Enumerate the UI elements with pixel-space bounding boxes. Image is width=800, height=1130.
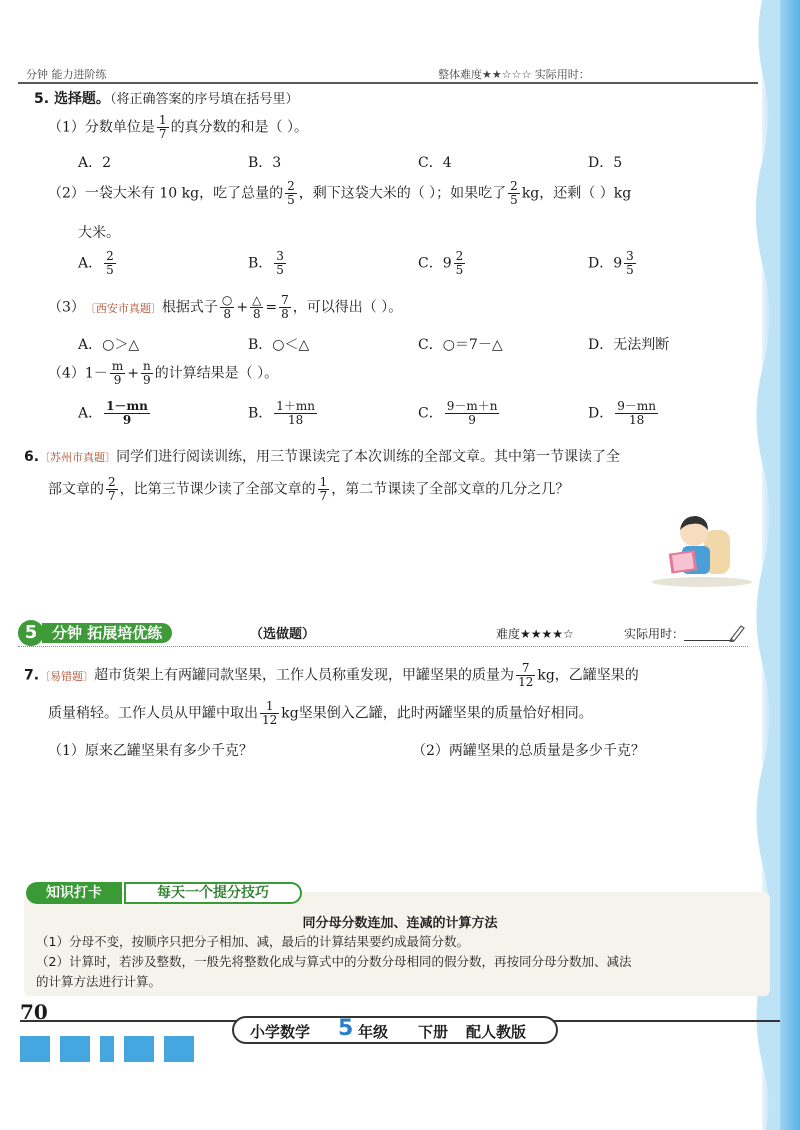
fraction (624, 250, 636, 277)
frac-num: 1 (158, 113, 167, 127)
frac-den: 5 (455, 263, 464, 278)
frac-num: 1＋mn (276, 399, 316, 413)
q5-1-stem-b: 的真分数的和是（ ）。 (170, 119, 309, 136)
q5-3-option-a[interactable]: A．○＞△ (78, 337, 140, 353)
fraction (250, 294, 263, 321)
frac-den: 7 (319, 489, 328, 504)
frac-num: 3 (626, 249, 634, 263)
frac-num: 9－m＋n (446, 399, 498, 413)
option-letter: C．9 (418, 255, 452, 272)
equals-sign: = (265, 299, 278, 316)
frac-den: 9 (143, 373, 151, 388)
frac-den: 5 (106, 263, 114, 278)
footer-subject: 小学数学 (250, 1023, 311, 1041)
fraction (274, 250, 286, 277)
q5-1-stem-a: （1）分数单位是 (48, 119, 155, 136)
option-letter: B． (248, 405, 273, 422)
option-letter: D． (588, 405, 614, 422)
q5-2-option-d[interactable] (588, 250, 638, 277)
frac-den: 7 (108, 489, 116, 504)
section-difficulty: 难度★★★★☆ (496, 627, 574, 641)
q5-1-option-a[interactable]: A．2 (78, 155, 112, 171)
fraction (110, 360, 125, 387)
q5-1-stem (48, 114, 308, 141)
q5-3-stem-b: 根据式子 (161, 299, 218, 316)
top-header-strip (18, 64, 758, 84)
footer-volume: 下册 (418, 1023, 449, 1041)
frac-num: n (142, 359, 151, 373)
fraction (445, 400, 500, 427)
q6-line2-b: ，比第三节课少读了全部文章的 (119, 481, 316, 498)
frac-den: 9 (113, 373, 122, 388)
q5-title-text: 选择题。 (53, 91, 110, 107)
pencil-icon (728, 622, 746, 642)
q7-line2 (48, 700, 593, 727)
frac-den: 18 (628, 413, 645, 428)
fraction (106, 476, 118, 503)
frac-num: 7 (281, 293, 289, 307)
option-letter: A． (78, 405, 103, 422)
knowledge-tag: 知识打卡 (26, 882, 122, 904)
option-letter: D．9 (588, 255, 623, 272)
frac-den: 18 (288, 413, 304, 428)
frac-num: 1 (319, 475, 328, 489)
q5-4-stem (48, 360, 278, 387)
section-divider (18, 646, 748, 647)
option-letter: A． (78, 255, 103, 272)
frac-den: 5 (626, 263, 634, 278)
fraction (615, 400, 658, 427)
fraction (104, 400, 150, 427)
q7-line1-a: 超市货架上有两罐同款坚果，工作人员称重发现，甲罐坚果的质量为 (94, 667, 515, 684)
plus-sign: + (236, 299, 249, 316)
fraction (318, 476, 330, 503)
frac-num: 1－mn (106, 399, 148, 413)
footer-block (124, 1036, 154, 1062)
fraction (279, 294, 291, 321)
q5-2-option-c[interactable] (418, 250, 467, 277)
frac-num: 2 (510, 179, 518, 193)
q5-note: （将正确答案的序号填在括号里） (109, 92, 299, 107)
frac-num: 9－mn (617, 399, 656, 413)
frac-den: 8 (252, 307, 261, 322)
q5-4-option-d[interactable] (588, 400, 660, 427)
q5-3-option-b[interactable]: B．○＜△ (248, 337, 310, 353)
option-letter: C． (418, 405, 443, 422)
frac-den: 12 (262, 713, 278, 728)
frac-num: 2 (108, 475, 116, 489)
frac-den: 7 (158, 127, 167, 142)
q5-2-stem-c: kg，还剩（ ）kg (521, 185, 632, 202)
footer-block (100, 1036, 114, 1062)
fraction (274, 400, 317, 427)
q6-line2-c: ，第二节课读了全部文章的几分之几？ (331, 481, 570, 498)
frac-num: ○ (221, 293, 233, 307)
knowledge-title: 同分母分数连加、连减的计算方法 (302, 916, 498, 931)
frac-num: 2 (287, 179, 295, 193)
frac-num: 1 (260, 700, 279, 714)
frac-den: 5 (287, 193, 295, 208)
fraction (157, 114, 169, 141)
footer-grade: 年级 (358, 1023, 389, 1041)
q5-4-option-a[interactable] (78, 400, 152, 427)
source-tag: 〔西安市真题〕 (84, 301, 162, 315)
q5-4-option-b[interactable] (248, 400, 319, 427)
q6-line2 (48, 476, 569, 503)
footer-book-info (232, 1016, 558, 1044)
q5-title (34, 88, 298, 108)
fraction (220, 294, 234, 321)
q7-line1 (24, 662, 639, 689)
q5-1-option-b[interactable]: B．3 (248, 155, 282, 171)
footer-block (20, 1036, 50, 1062)
knowledge-line2: （2）计算时，若涉及整数，一般先将整数化成与算式中的分数分母相同的假分数，再按同分母分数加、减法 (36, 954, 632, 969)
q6-line2-a: 部文章的 (48, 481, 104, 498)
frac-num: 3 (276, 249, 284, 263)
q5-4-stem-b: 的计算结果是（ ）。 (154, 365, 279, 382)
fraction (260, 700, 279, 727)
q5-1-option-d[interactable]: D．5 (588, 155, 623, 171)
frac-num: 7 (516, 662, 535, 676)
frac-num: 2 (455, 249, 464, 263)
q7-line2-a: 质量稍轻。工作人员从甲罐中取出 (48, 705, 258, 722)
frac-den: 8 (281, 307, 289, 322)
footer-edition: 配人教版 (466, 1023, 527, 1041)
q5-2-stem-d: 大米。 (78, 225, 120, 241)
q5-3-stem (48, 294, 402, 321)
fraction (141, 360, 153, 387)
fraction (285, 180, 297, 207)
section-title: 分钟 拓展培优练 (42, 623, 172, 643)
page-number: 70 (20, 1000, 48, 1024)
section-minutes-number: 5 (18, 620, 44, 646)
section-header (18, 620, 748, 646)
q5-4-option-c[interactable] (418, 400, 501, 427)
footer-grade-number: 5 (338, 1016, 354, 1041)
q7-line1-b: kg，乙罐坚果的 (537, 667, 639, 684)
q5-4-stem-a: （4）1－ (48, 365, 108, 382)
q5-2-stem-b: ，剩下这袋大米的（ ）；如果吃了 (298, 185, 507, 202)
q5-3-option-c[interactable]: C．○＝7－△ (418, 337, 503, 353)
frac-num: △ (252, 293, 262, 307)
source-tag: 〔易错题〕 (39, 669, 95, 683)
frac-num: 2 (106, 249, 114, 263)
header-right-label: 整体难度★★☆☆☆ 实际用时： (438, 68, 590, 81)
q5-number: 5. (34, 91, 50, 107)
tips-tag: 每天一个提分技巧 (124, 882, 302, 904)
header-left-label: 分钟 能力进阶练 (26, 68, 107, 81)
q5-3-option-d[interactable]: D．无法判断 (588, 337, 670, 353)
q7-sub1: （1）原来乙罐坚果有多少千克？ (48, 743, 253, 759)
option-letter: B． (248, 255, 273, 272)
q7-number: 7. (24, 667, 40, 684)
fraction (508, 180, 520, 207)
section-time: 实际用时：________ (624, 627, 733, 641)
q5-1-option-c[interactable]: C．4 (418, 155, 452, 171)
q6-line1 (24, 446, 620, 466)
q5-3-stem-c: ，可以得出（ ）。 (292, 299, 403, 316)
frac-den: 5 (276, 263, 284, 278)
q6-number: 6. (24, 449, 40, 465)
footer-block (164, 1036, 194, 1062)
q5-2-stem-a: （2）一袋大米有 10 kg，吃了总量的 (48, 185, 284, 202)
source-tag: 〔苏州市真题〕 (39, 451, 117, 464)
q6-line1-text: 同学们进行阅读训练，用三节课读完了本次训练的全部文章。其中第一节课读了全 (116, 449, 621, 465)
footer-block (60, 1036, 90, 1062)
frac-den: 9 (468, 413, 476, 428)
q5-2-stem (48, 180, 631, 207)
q5-2-option-a[interactable] (78, 250, 118, 277)
frac-den: 5 (510, 193, 518, 208)
frac-den: 8 (223, 307, 231, 322)
q5-2-option-b[interactable] (248, 250, 288, 277)
q5-3-stem-a: （3） (48, 299, 85, 316)
section-subtitle: （选做题） (250, 627, 316, 642)
frac-den: 9 (122, 413, 132, 428)
knowledge-line1: （1）分母不变，按顺序只把分子相加、减，最后的计算结果要约成最简分数。 (36, 934, 469, 949)
q7-sub2: （2）两罐坚果的总质量是多少千克？ (412, 743, 645, 759)
reading-boy-illustration (642, 508, 752, 588)
fraction (516, 662, 535, 689)
fraction (104, 250, 116, 277)
frac-num: m (111, 359, 124, 373)
q7-line2-b: kg坚果倒入乙罐，此时两罐坚果的质量恰好相同。 (281, 705, 593, 722)
knowledge-line3: 的计算方法进行计算。 (36, 974, 162, 989)
plus-sign: + (127, 365, 139, 382)
fraction (454, 250, 466, 277)
frac-den: 12 (518, 675, 534, 690)
